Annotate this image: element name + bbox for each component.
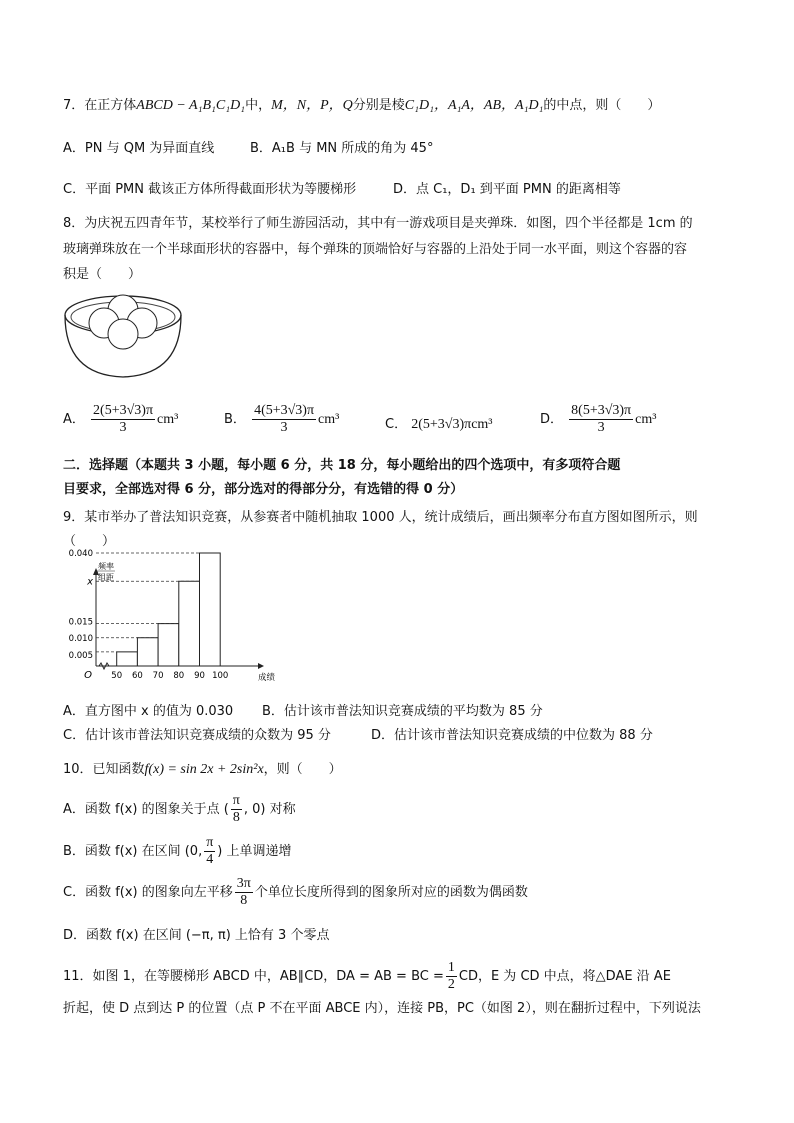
section-2-heading-line1: 二．选择题（本题共 3 小题，每小题 6 分，共 18 分，每小题给出的四个选项中，有多项符合题	[63, 458, 621, 473]
y-tick-label: 0.005	[68, 650, 93, 661]
histogram-bar	[117, 652, 138, 666]
x-axis-arrow	[258, 663, 264, 669]
q11-stem-line1: 11．如图 1，在等腰梯形 ABCD 中，AB∥CD，DA = AB = BC = $\frac{1}{2}$ CD，E 为 CD 中点，将△DAE 沿 AE	[63, 960, 671, 992]
y-tick-label: 0.010	[68, 633, 93, 644]
x-tick-label: 70	[152, 671, 164, 681]
q8-option-d: D． $\frac{8(5+3√3)\pi}{3}$ cm³	[540, 403, 657, 435]
y-axis-label-bottom: 组距	[98, 573, 114, 582]
q8-option-a: A． $\frac{2(5+3√3)\pi}{3}$ cm³	[63, 403, 179, 435]
q7-stem: 7．在正方体ABCD − A₁B₁C₁D₁中，M，N，P，Q分别是棱C₁D₁，A₁A，AB，A₁D₁的中点，则（ ）	[63, 98, 661, 113]
q8-stem-line3: 积是（ ）	[63, 267, 142, 282]
q10-option-a: A．函数 f(x) 的图象关于点 ( $\frac{\pi}{8}$ , 0) 对称	[63, 793, 296, 825]
section-2-heading-line2: 目要求，全部选对得 6 分，部分选对的得部分分，有选错的得 0 分）	[63, 482, 464, 497]
x-axis-label: 成绩	[258, 673, 276, 683]
histogram-bar	[158, 624, 179, 666]
q10-option-b: B．函数 f(x) 在区间 (0, $\frac{\pi}{4}$ ) 上单调递增	[63, 835, 292, 867]
q9-option-d: D．估计该市普法知识竞赛成绩的中位数为 88 分	[371, 728, 653, 743]
y-axis-label-top: 频率	[98, 562, 114, 571]
q9-stem-line1: 9．某市举办了普法知识竞赛，从参赛者中随机抽取 1000 人，统计成绩后，画出频率分布直方图如图所示，则	[63, 510, 698, 525]
y-tick-label: 0.015	[68, 617, 93, 628]
q7-option-d: D．点 C₁，D₁ 到平面 PMN 的距离相等	[393, 182, 621, 197]
q8-option-c: C． 2(5+3√3)πcm³	[385, 417, 493, 432]
q8-option-b: B． $\frac{4(5+3√3)\pi}{3}$ cm³	[224, 403, 340, 435]
q7-option-a: A．PN 与 QM 为异面直线	[63, 141, 215, 156]
y-tick-label: x	[87, 576, 93, 588]
marble-front	[108, 319, 138, 349]
histogram-bar	[137, 638, 158, 666]
q9-option-a: A．直方图中 x 的值为 0.030	[63, 704, 234, 719]
x-tick-label: 50	[111, 671, 123, 681]
q9-stem-line2: （ ）	[63, 534, 116, 549]
q8-stem-line1: 8．为庆祝五四青年节，某校举行了师生游园活动，其中有一游戏项目是夹弹珠．如图，四个半径都是 1cm 的	[63, 216, 693, 231]
y-tick-label: 0.040	[68, 549, 93, 559]
x-tick-label: 80	[173, 671, 185, 681]
q9-option-b: B．估计该市普法知识竞赛成绩的平均数为 85 分	[262, 704, 543, 719]
q10-option-c: C．函数 f(x) 的图象向左平移 $\frac{3\pi}{8}$ 个单位长度所得到的图象所对应的函数为偶函数	[63, 876, 528, 908]
histogram-bar	[200, 553, 221, 666]
q8-stem-line2: 玻璃弹珠放在一个半球面形状的容器中，每个弹珠的顶端恰好与容器的上沿处于同一水平面，则这个容器的容	[63, 242, 688, 257]
bowl-with-marbles-figure	[62, 293, 184, 381]
histogram-bar	[179, 581, 200, 666]
x-tick-label: 90	[194, 671, 205, 681]
origin-label: O	[84, 670, 92, 681]
q7-option-b: B．A₁B 与 MN 所成的角为 45°	[250, 141, 434, 156]
q7-option-c: C．平面 PMN 截该正方体所得截面形状为等腰梯形	[63, 182, 357, 197]
x-tick-label: 100	[212, 671, 229, 681]
q10-stem: 10．已知函数f(x) = sin 2x + 2sin²x，则（ ）	[63, 762, 342, 777]
q9-option-c: C．估计该市普法知识竞赛成绩的众数为 95 分	[63, 728, 331, 743]
q11-stem-line2: 折起，使 D 点到达 P 的位置（点 P 不在平面 ABCE 内），连接 PB，PC（如图 2），则在翻折过程中，下列说法	[63, 1001, 701, 1016]
frequency-histogram	[62, 549, 277, 687]
q10-option-d: D．函数 f(x) 在区间 (−π, π) 上恰有 3 个零点	[63, 928, 330, 943]
x-tick-label: 60	[131, 671, 143, 681]
